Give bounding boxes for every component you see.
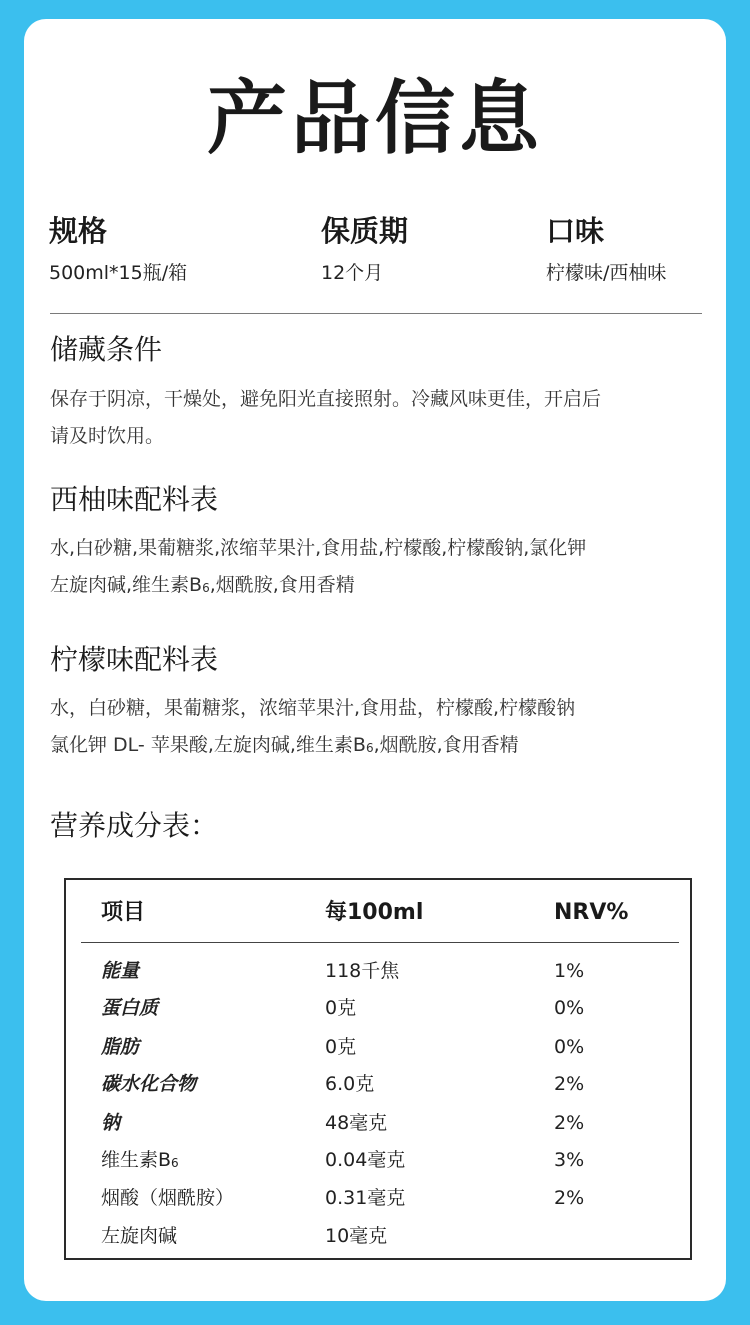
row-nrv: 1% [554,960,585,982]
table-header-rule [81,942,679,943]
spec-size-label: 规格 [49,214,108,248]
spec-shelf-life [321,214,409,284]
row-name: 碳水化合物 [101,1073,197,1095]
table-row [66,993,690,1023]
grapefruit-line-1: 水,白砂糖,果葡糖浆,浓缩苹果汁,食用盐,柠檬酸,柠檬酸钠,氯化钾 [50,537,587,559]
row-name: 烟酸（烟酰胺） [101,1187,235,1209]
row-name: 钠 [101,1112,121,1134]
row-name-text: 维生素B [101,1149,172,1171]
table-row [66,1069,690,1099]
spec-shelf-life-label: 保质期 [321,214,409,248]
row-nrv: 3% [554,1149,585,1171]
lemon-line-2-subscript: 6 [365,741,374,755]
table-row [66,1145,690,1175]
row-amount: 0克 [325,997,357,1019]
row-amount: 118千焦 [325,960,400,982]
spec-flavor [546,214,667,284]
spec-size [49,214,188,284]
row-nrv: 2% [554,1112,585,1134]
row-name-subscript: 6 [171,1156,179,1170]
section-divider [50,313,702,314]
table-row [66,1032,690,1062]
grapefruit-ingredients-heading: 西柚味配料表 [50,483,219,516]
spec-size-value: 500ml*15瓶/箱 [49,262,188,284]
storage-heading: 储藏条件 [50,333,163,366]
column-header-item: 项目 [101,900,146,925]
table-row [66,1221,690,1251]
lemon-ingredients-heading: 柠檬味配料表 [50,643,219,676]
storage-line-1: 保存于阴凉，干燥处，避免阳光直接照射。冷藏风味更佳，开启后 [50,388,602,410]
column-header-per-100ml: 每100ml [325,900,424,925]
spec-flavor-value: 柠檬味/西柚味 [546,262,667,284]
lemon-line-2 [50,727,710,764]
grapefruit-line-2-subscript: 6 [202,581,210,595]
table-row [66,1108,690,1138]
spec-shelf-life-value: 12个月 [321,262,384,284]
lemon-line-2a: 氯化钾 DL- 苹果酸,左旋肉碱,维生素B [50,734,366,756]
nutrition-heading: 营养成分表： [50,809,219,842]
row-amount: 48毫克 [325,1112,388,1134]
row-nrv: 0% [554,1036,585,1058]
lemon-line-2b: ,烟酰胺,食用香精 [373,734,519,756]
nutrition-table [64,878,692,1260]
spec-flavor-label: 口味 [546,214,605,248]
lemon-ingredients-text [50,690,710,764]
storage-text [50,381,710,455]
row-name: 蛋白质 [101,997,159,1019]
table-row [66,1183,690,1213]
storage-line-2: 请及时饮用。 [50,425,165,447]
grapefruit-line-2b: ,烟酰胺,食用香精 [209,574,355,596]
row-amount: 10毫克 [325,1225,388,1247]
row-name [101,1145,179,1177]
row-nrv: 0% [554,997,585,1019]
row-amount: 0.04毫克 [325,1149,406,1171]
product-info-card [24,19,726,1301]
grapefruit-ingredients-text [50,530,710,604]
row-name: 左旋肉碱 [101,1225,178,1247]
row-amount: 0克 [325,1036,357,1058]
row-name: 能量 [101,960,140,982]
row-amount: 0.31毫克 [325,1187,406,1209]
page-title: 产品信息 [207,72,543,165]
row-amount: 6.0克 [325,1073,375,1095]
row-name: 脂肪 [101,1036,140,1058]
table-row [66,956,690,986]
grapefruit-line-2a: 左旋肉碱,维生素B [50,574,203,596]
row-nrv: 2% [554,1187,585,1209]
column-header-nrv: NRV% [554,900,629,925]
row-nrv: 2% [554,1073,585,1095]
lemon-line-1: 水，白砂糖，果葡糖浆，浓缩苹果汁,食用盐，柠檬酸,柠檬酸钠 [50,697,576,719]
grapefruit-line-2 [50,567,710,604]
